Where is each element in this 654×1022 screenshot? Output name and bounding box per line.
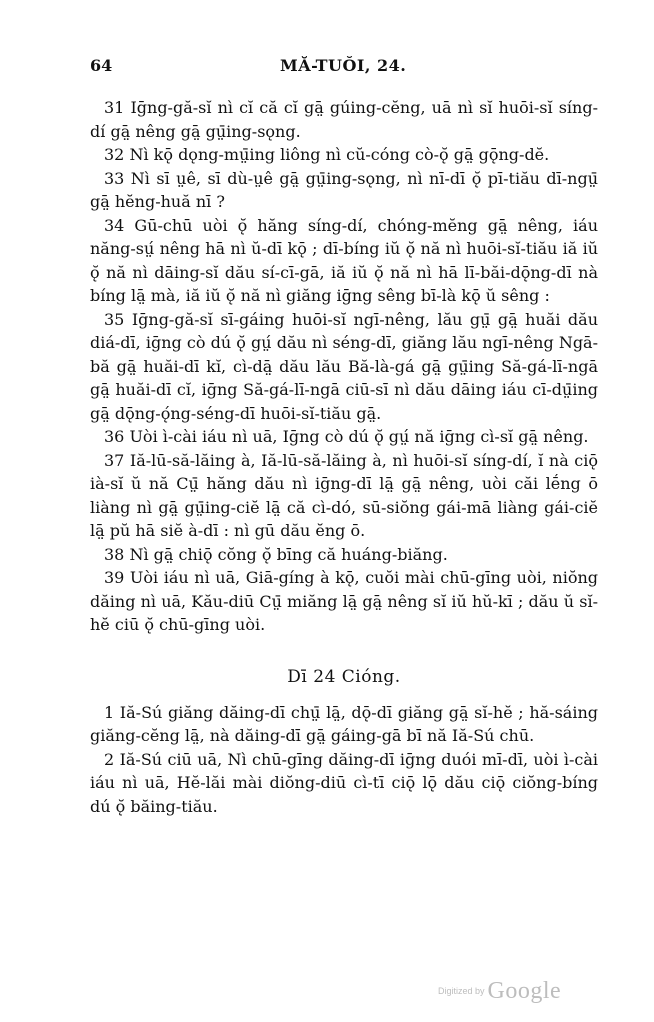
page-header xyxy=(90,56,598,82)
verse-1: 1 Iă-Sú giăng dăing-dī chṳ̄ lā̤, dǭ-dī giăng gā̤ sĭ-hĕ ; hă-sáing giăng-cĕng lā̤, nà dăing-dī gā̤ gáing-gā bī nă Iă-Sú chū. xyxy=(90,702,598,745)
verses-after-section xyxy=(90,701,598,819)
verse-38: 38 Nì gā̤ chiǭ cŏng ǫ̆ bīng că huáng-biăng. xyxy=(104,544,448,564)
verse-39: 39 Uòi iáu nì uā, Giā-gíng à kǭ, cuŏi mài chū-gīng uòi, niŏng dăing nì uā, Kău-diū Cṳ̄ miăng lā̤ gā̤ nêng sĭ iŭ hŭ-kī ; dău ŭ sĭ-hĕ ciū ǫ̆ chū-gīng uòi. xyxy=(90,568,598,634)
running-head: MĂ-TUŎI, 24. xyxy=(280,56,407,75)
verse-34: 34 Gū-chū uòi ǫ̆ hăng síng-dí, chóng-mĕng gā̤ nêng, iáu năng-sṳ́ nêng hā nì ŭ-dī kǭ ; dī-bíng iŭ ǫ̆ nă nì huōi-sĭ-tiău iă iŭ ǫ̆ nă nì dāing-sĭ dău sí-cī-gā, iă iŭ ǫ̆ nă nì hā lī-băi-dǭng-dī nà bíng lā̤ mà, iă iŭ ǫ̆ nă nì giăng iḡng sêng bī-là kǭ ŭ sêng : xyxy=(90,215,598,305)
page-number: 64 xyxy=(90,56,113,75)
verse-36: 36 Uòi ì-cài iáu nì uā, Iḡng cò dú ǫ̆ gṳ́ nă iḡng cì-sĭ gā̤ nêng. xyxy=(104,427,589,446)
verse-33: 33 Nì sī ṳê, sī dù-ṳê gā̤ gṳ̄ing-sǫng, nì nī-dī ǫ̆ pī-tiău dī-ngṳ̄ gā̤ hĕng-huă nī ? xyxy=(90,168,598,211)
chapter-title: Dī 24 Cióng. xyxy=(287,666,401,687)
verse-32: 32 Nì kǭ dǫng-mṳ̄ing liông nì cŭ-cóng cò-ǫ̆ gā̤ gǭng-dĕ. xyxy=(104,145,550,164)
verse-31: 31 Iḡng-gă-sĭ nì cĭ că cĭ gā̤ gúing-cĕng, uā nì sĭ huōi-sĭ síng-dí gā̤ nêng gā̤ gṳ̄ing-sǫng. xyxy=(90,98,598,141)
verses-before-section xyxy=(90,96,598,637)
verse-37: 37 Iă-lū-să-lăing à, Iă-lū-să-lăing à, nì huōi-sĭ síng-dí, ĭ nà ciǭ ià-sĭ ŭ nă Cṳ̄ hăng dău nì iḡng-dī lā̤ gā̤ nêng, uòi căi lḗng ō liàng nì gā̤ gṳ̄ing-ciĕ lā̤ că cì-dó, sū-siŏng gái-mā liàng gái-ciĕ lā̤ pŭ hā siĕ à-dī : nì gū dău ĕng ō. xyxy=(90,450,598,540)
book-page xyxy=(90,56,598,818)
digitized-by-text: Digitized by xyxy=(438,986,485,996)
google-logo: Google xyxy=(487,978,562,1004)
verse-35: 35 Iḡng-gă-sĭ sī-gáing huōi-sĭ ngī-nêng, lău gṳ̄ gā̤ huăi dău diá-dī, iḡng cò dú ǫ̆ gṳ́ dău nì séng-dī, giăng lău ngī-nêng Ngā-bă gā̤ huăi-dī kĭ, cì-dā̤ dău lău Bă-là-gá gā̤ gṳ̄ing Să-gá-lī-ngā gā̤ huăi-dī cĭ, iḡng Să-gá-lī-ngā ciū-sī nì dău dāing iáu cī-dṳ̄ing gā̤ dǭng-ǫ́ng-séng-dī huōi-sĭ-tiău gā̤. xyxy=(90,309,598,423)
verse-2: 2 Iă-Sú ciū uā, Nì chū-gīng dăing-dī iḡng duói mī-dī, uòi ì-cài iáu nì uā, Hĕ-lăi mài diŏng-diū cì-tī ciǭ lǭ dău ciǭ ciŏng-bíng dú ǫ̆ băing-tiău. xyxy=(90,749,598,816)
digitized-watermark xyxy=(438,978,561,1005)
